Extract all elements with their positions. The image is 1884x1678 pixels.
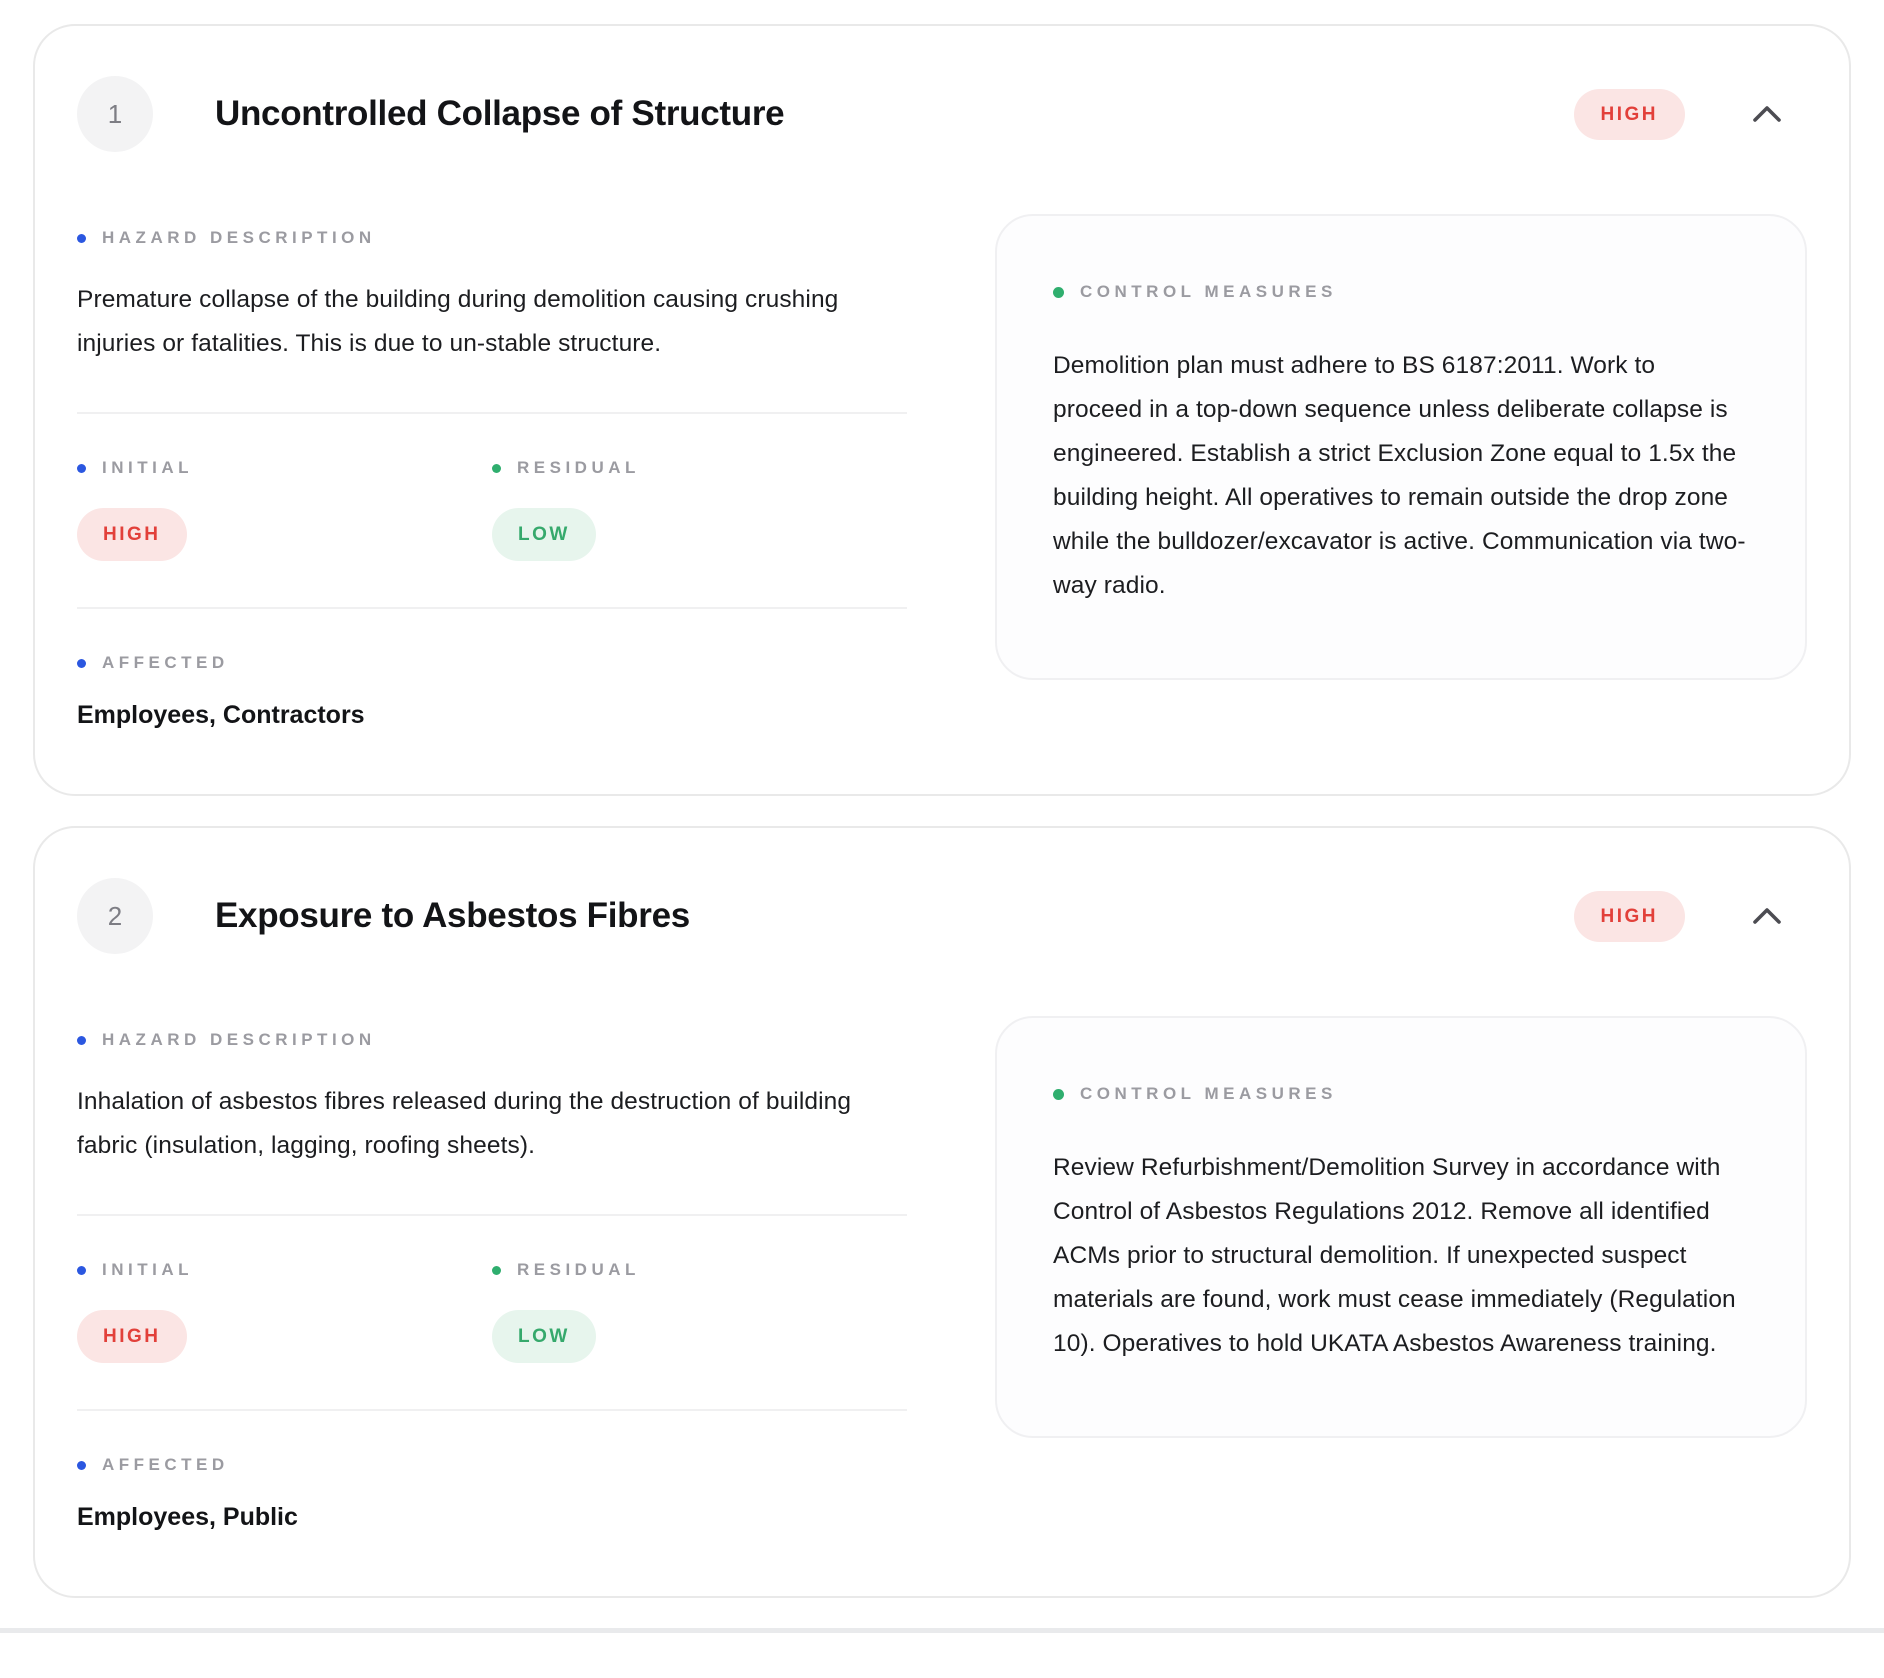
severity-badge: HIGH: [1574, 891, 1686, 942]
initial-risk-cell: [77, 1260, 492, 1363]
chevron-up-icon: [1749, 904, 1785, 928]
section-label-text: AFFECTED: [102, 1455, 229, 1474]
initial-risk-badge: HIGH: [77, 1310, 187, 1363]
residual-risk-badge: LOW: [492, 1310, 596, 1363]
risk-card-1: [33, 24, 1851, 796]
collapse-button[interactable]: [1743, 96, 1791, 132]
risk-ratings-row: [77, 458, 907, 561]
divider: [77, 1214, 907, 1216]
risk-card-2: [33, 826, 1851, 1598]
card-header: [77, 76, 1807, 152]
section-label-text: HAZARD DESCRIPTION: [102, 1030, 376, 1049]
hazard-number: 1: [107, 98, 123, 129]
divider: [77, 607, 907, 609]
divider: [77, 412, 907, 414]
divider: [77, 1409, 907, 1411]
blue-bullet-dot: [77, 1036, 86, 1045]
residual-label: [492, 1260, 907, 1280]
hazard-number-badge: [77, 76, 153, 152]
control-measures-panel: [995, 214, 1807, 680]
control-measures-text: Demolition plan must adhere to BS 6187:2011. Work to proceed in a top-down sequence unless deliberate collapse is engineered. Establish a strict Exclusion Zone equal to 1.5x the building height. All operatives to remain outside the drop zone while the bulldozer/excavator is active. Communication via two-way radio.: [1053, 352, 1746, 599]
hazard-description-label: [77, 228, 907, 248]
hazard-description-label: [77, 1030, 907, 1050]
residual-risk-cell: [492, 1260, 907, 1363]
chevron-up-icon: [1749, 102, 1785, 126]
section-label-text: CONTROL MEASURES: [1080, 282, 1337, 301]
bottom-divider: [0, 1628, 1884, 1633]
affected-value: Employees, Contractors: [77, 701, 365, 729]
blue-bullet-dot: [77, 1461, 86, 1470]
hazard-title: Exposure to Asbestos Fibres: [215, 896, 690, 935]
section-label-text: INITIAL: [102, 458, 193, 477]
hazard-description-text: Premature collapse of the building during demolition causing crushing injuries or fatalities. This is due to un-stable structure.: [77, 286, 839, 357]
risk-ratings-row: [77, 1260, 907, 1363]
header-actions: [1574, 89, 1808, 140]
affected-label: [77, 1455, 907, 1475]
section-label-text: HAZARD DESCRIPTION: [102, 228, 376, 247]
section-label-text: RESIDUAL: [517, 1260, 640, 1279]
severity-badge: HIGH: [1574, 89, 1686, 140]
card-body: [77, 214, 1807, 730]
card-body: [77, 1016, 1807, 1532]
control-measures-text: Review Refurbishment/Demolition Survey in accordance with Control of Asbestos Regulations 2012. Remove all identified ACMs prior to structural demolition. If unexpected suspect materials are found, work must cease immediately (Regulation 10). Operatives to hold UKATA Asbestos Awareness training.: [1053, 1154, 1736, 1357]
control-measures-panel: [995, 1016, 1807, 1438]
control-measures-label: [1053, 1084, 1749, 1104]
green-bullet-dot: [1053, 287, 1064, 298]
header-actions: [1574, 891, 1808, 942]
green-bullet-dot: [492, 464, 501, 473]
section-label-text: RESIDUAL: [517, 458, 640, 477]
blue-bullet-dot: [77, 659, 86, 668]
blue-bullet-dot: [77, 464, 86, 473]
blue-bullet-dot: [77, 234, 86, 243]
green-bullet-dot: [492, 1266, 501, 1275]
section-label-text: AFFECTED: [102, 653, 229, 672]
affected-value: Employees, Public: [77, 1503, 298, 1531]
initial-label: [77, 458, 492, 478]
section-label-text: CONTROL MEASURES: [1080, 1084, 1337, 1103]
green-bullet-dot: [1053, 1089, 1064, 1100]
initial-label: [77, 1260, 492, 1280]
residual-risk-cell: [492, 458, 907, 561]
residual-risk-badge: LOW: [492, 508, 596, 561]
card-header: [77, 878, 1807, 954]
hazard-details-column: [77, 214, 907, 730]
blue-bullet-dot: [77, 1266, 86, 1275]
residual-label: [492, 458, 907, 478]
hazard-title: Uncontrolled Collapse of Structure: [215, 94, 785, 133]
affected-label: [77, 653, 907, 673]
initial-risk-cell: [77, 458, 492, 561]
section-label-text: INITIAL: [102, 1260, 193, 1279]
control-measures-label: [1053, 282, 1749, 302]
collapse-button[interactable]: [1743, 898, 1791, 934]
hazard-number: 2: [107, 900, 123, 931]
hazard-details-column: [77, 1016, 907, 1532]
initial-risk-badge: HIGH: [77, 508, 187, 561]
hazard-description-text: Inhalation of asbestos fibres released during the destruction of building fabric (insulation, lagging, roofing sheets).: [77, 1088, 852, 1159]
hazard-number-badge: [77, 878, 153, 954]
